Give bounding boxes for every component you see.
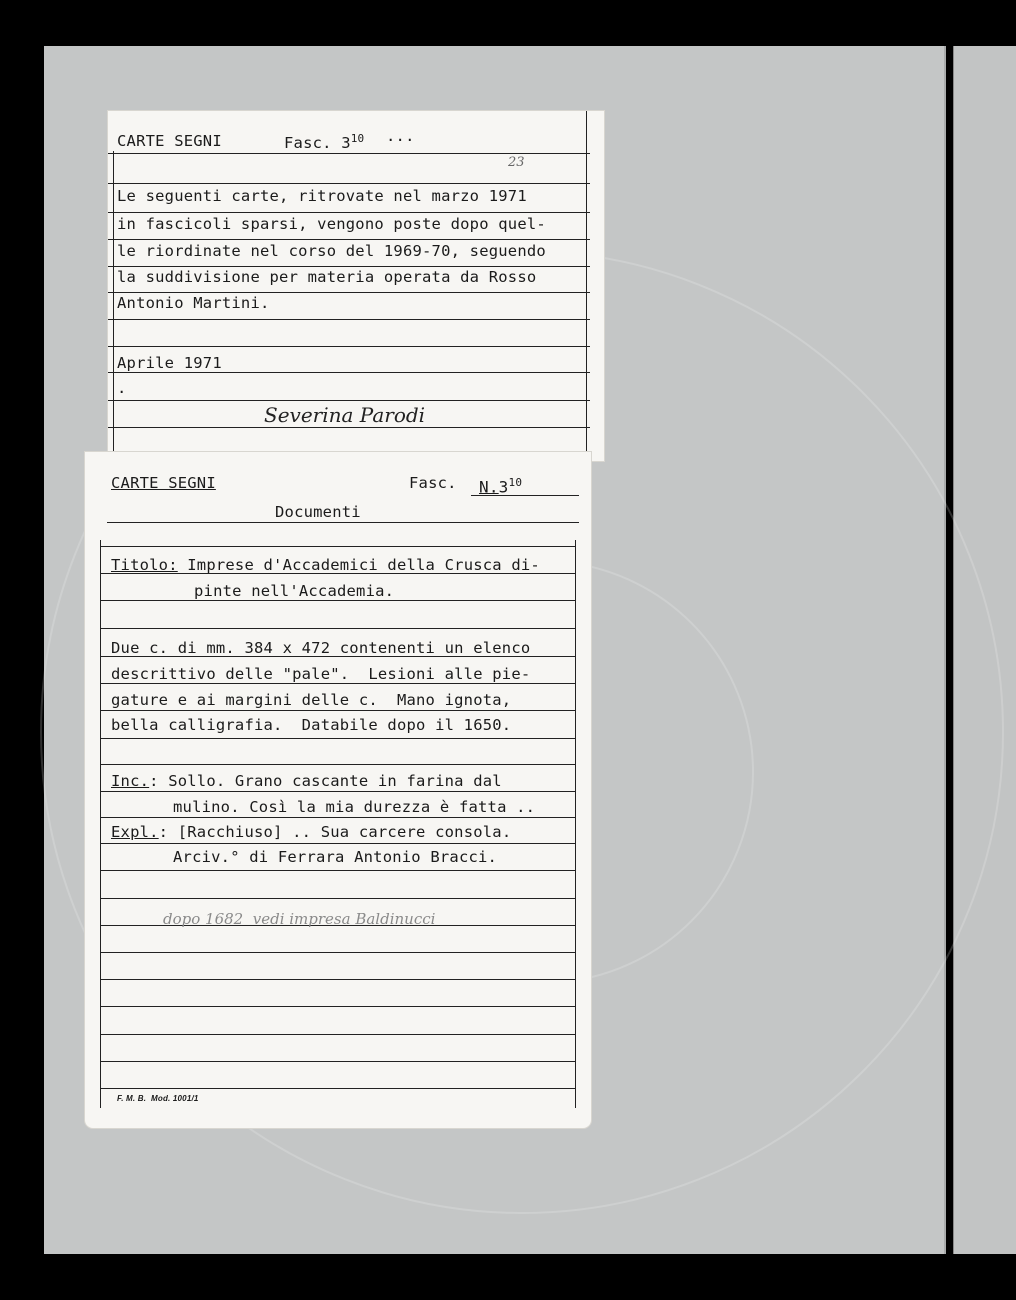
description-line: descrittivo delle "pale". Lesioni alle pie- [111,665,531,683]
fascicle-label: Fasc. $3^{10}$ [284,132,365,153]
description-line: bella calligrafia. Databile dopo il 1650. [111,716,512,734]
card-margin-line-right [575,540,576,1108]
incipit-field: Inc.: Sollo. Grano cascante in farina dal [111,772,502,790]
description-line: gature e ai margini delle c. Mano ignota, [111,691,512,709]
index-card-notice [108,111,604,461]
description-line: Due c. di mm. 384 x 472 contenenti un elenco [111,639,531,657]
fascicle-label: Fasc. [409,474,457,492]
incipit-continuation: mulino. Così la mia durezza è fatta .. [173,798,536,816]
title-field: Titolo: Imprese d'Accademici della Crusca di- [111,556,540,574]
pencil-page-number: 23 [508,155,525,170]
notice-line: la suddivisione per materia operata da Rosso [117,268,537,286]
header-ellipsis: ... [386,127,415,145]
index-card-document [85,452,591,1128]
card-margin-line [100,540,101,1108]
notice-line: le riordinate nel corso del 1969-70, seguendo [117,242,546,260]
card-margin-line-right [586,111,587,456]
section-heading: Documenti [275,503,361,521]
handwritten-signature: Severina Parodi [264,403,426,427]
explicit-continuation: Arciv.° di Ferrara Antonio Bracci. [173,848,498,866]
form-model-number: F. M. B. Mod. 1001/1 [117,1094,199,1103]
pencil-annotation: dopo 1682 vedi impresa Baldinucci [163,910,436,928]
notice-date: Aprile 1971 [117,354,222,372]
card-margin-line [113,151,114,456]
stray-dot: . [117,379,127,397]
notice-line: Antonio Martini. [117,294,270,312]
explicit-field: Expl.: [Racchiuso] .. Sua carcere consola. [111,823,512,841]
notice-line: in fascicoli sparsi, vengono poste dopo quel- [117,215,546,233]
fascicle-number: $N.3^{10}$ [479,476,523,497]
notice-line: Le seguenti carte, ritrovate nel marzo 1971 [117,187,527,205]
card-header-label: CARTE SEGNI [117,132,222,150]
card-header-label: CARTE SEGNI [111,474,216,492]
title-continuation: pinte nell'Accademia. [194,582,395,600]
